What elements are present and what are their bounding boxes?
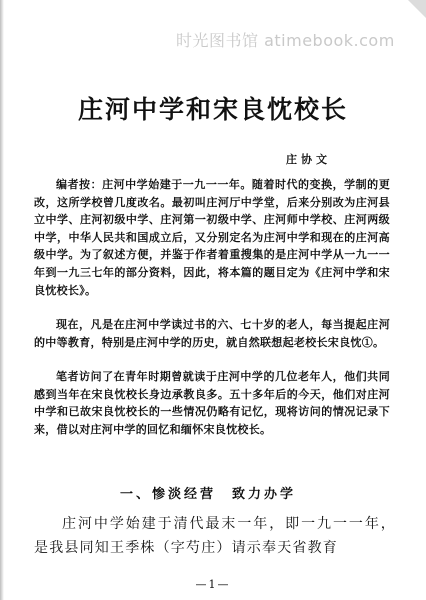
section-heading: 一、惨淡经营 致力办学 xyxy=(120,487,297,502)
watermark: 时光图书馆 atimebook.com xyxy=(176,31,395,50)
editor-note-paragraph: 编者按：庄河中学始建于一九一一年。随着时代的变换，学制的更改，这所学校曾几度改名。最初叫庄河厅中学堂，后来分别改为庄河县立中学、庄河初级中学、庄河第一初级中学、庄河师中学校、庄河两级中学，中华人民共和国成立后，又分别定名为庄河中学和现在的庄河高级中学。为了叙述方便，并鉴于作者着重搜集的是庄河中学从一九一一年到一九三七年的部分资料，因此，将本篇的题目定为《庄河中学和宋良忱校长》。 xyxy=(34,178,390,297)
body-paragraph: 笔者访问了在青年时期曾就读于庄河中学的几位老年人，他们共同感到当年在宋良忱校长身边承教良多。五十多年后的今天，他们对庄河中学和已故宋良忱校长的一些情况仍略有记忆，现将访问的情况记录下来，借以对庄河中学的回忆和缅怀宋良忱校长。 xyxy=(34,370,390,436)
page-number: —1— xyxy=(195,578,231,591)
article-title: 庄河中学和宋良忱校长 xyxy=(77,95,348,124)
article-author: 庄协文 xyxy=(286,153,331,166)
body-paragraph: 现在，凡是在庄河中学读过书的六、七十岁的老人，每当提起庄河的中等教育，特别是庄河中学的历史，就自然联想起老校长宋良忱①。 xyxy=(34,318,390,349)
page-corner-fold xyxy=(408,0,426,18)
section-paragraph: 庄河中学始建于清代最末一年，即一九一一年，是我县同知王季株（字芍庄）请示奉天省教育 xyxy=(34,516,396,556)
